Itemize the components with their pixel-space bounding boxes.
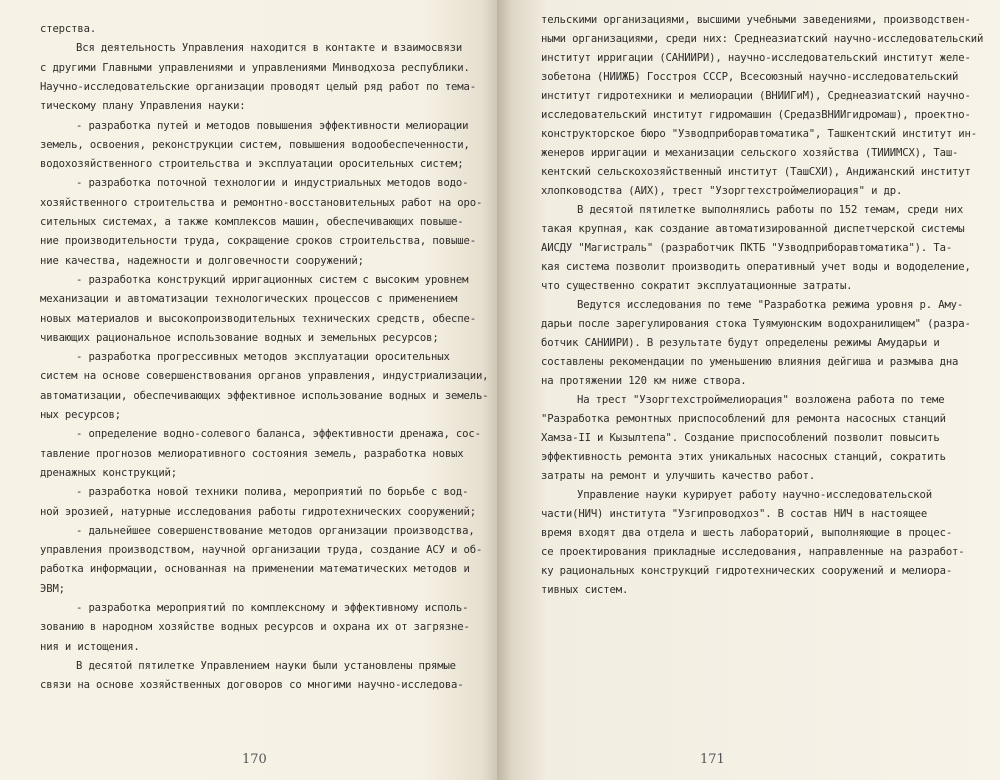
text-line: тическому плану Управления науки: — [40, 100, 246, 113]
text-line: - определение водно-солевого баланса, эффективности дренажа, сос- — [76, 428, 481, 441]
text-line: - разработка путей и методов повышения эффективности мелиорации — [76, 119, 469, 132]
text-line: конструкторское бюро "Узводприборавтоматика", Ташкентский институт ин- — [541, 128, 977, 140]
text-line: управления производством, научной организации труда, создание АСУ и об- — [40, 544, 483, 557]
text-line: систем на основе совершенствования органов управления, индустриализации, — [40, 370, 489, 383]
text-line: - разработка конструкций ирригационных систем с высоким уровнем — [76, 273, 469, 286]
text-line: зобетона (НИИЖБ) Госстроя СССР, Всесоюзный научно-исследовательский — [541, 71, 959, 83]
text-line: сительных системах, а также комплексов машин, обеспечивающих повыше- — [40, 216, 464, 228]
text-line: Научно-исследовательские организации проводят целый ряд работ по тема- — [40, 80, 476, 93]
text-line: Вся деятельность Управления находится в контакте и взаимосвязи — [76, 42, 463, 55]
text-line: исследовательский институт гидромашин (СредазВНИИгидромаш), проектно- — [541, 109, 971, 121]
text-line: составлены рекомендации по уменьшению влияния дейгиша и размыва дна — [541, 356, 959, 368]
right-page-number: 171 — [700, 752, 725, 767]
text-line: ку рациональных конструкций гидротехнических сооружений и мелиора- — [541, 565, 953, 577]
text-line: время входят два отдела и шесть лабораторий, выполняющие в процес- — [541, 527, 953, 539]
text-line: - разработка поточной технологии и индустриальных методов водо- — [76, 177, 469, 190]
text-line: Управление науки курирует работу научно-исследовательской — [577, 489, 932, 501]
text-line: ботчик САНИИРИ). В результате будут определены режимы Амударьи и — [541, 337, 940, 349]
text-line: женеров ирригации и механизации сельского хозяйства (ТИИИМСХ), Таш- — [541, 147, 959, 159]
text-line: водохозяйственного строительства и эксплуатации оросительных систем; — [40, 158, 464, 171]
text-line: ными организациями, среди них: Среднеазиатский научно-исследовательский — [541, 33, 984, 45]
text-line: хлопководства (АИХ), трест "Узоргтехстроймелиорация" и др. — [541, 185, 903, 197]
right-page — [497, 0, 1000, 780]
text-line: На трест "Узоргтехстроймелиорация" возложена работа по теме — [577, 394, 945, 406]
text-line: тельскими организациями, высшими учебными заведениями, производствен- — [541, 14, 971, 26]
text-line: чивающих рациональное использование водных и земельных ресурсов; — [40, 331, 439, 344]
text-line: - разработка мероприятий по комплексному и эффективному исполь- — [76, 602, 469, 614]
text-line: тавление прогнозов мелиоративного состояния земель, разработка новых — [40, 447, 464, 460]
text-line: кая система позволит производить оперативный учет воды и вододеление, — [541, 261, 971, 273]
text-line: с другими Главными управлениями и управлениями Минводхоза республики. — [40, 61, 470, 74]
text-line: институт ирригации (САНИИРИ), научно-исследовательский институт желе- — [541, 52, 971, 64]
text-line: - дальнейшее совершенствование методов организации производства, — [76, 524, 475, 537]
text-line: дренажных конструкций; — [40, 466, 178, 479]
text-line: дарьи после зарегулирования стока Туямуюнским водохранилищем" (разра- — [541, 318, 971, 330]
text-line: В десятой пятилетке Управлением науки были установлены прямые — [76, 659, 456, 672]
text-line: ных ресурсов; — [40, 409, 121, 421]
text-line: стерства. — [40, 23, 97, 35]
text-line: ЭВМ; — [40, 582, 65, 595]
text-line: ной эрозией, натурные исследования работы гидротехнических сооружений; — [40, 505, 476, 518]
text-line: ние качества, надежности и долговечности сооружений; — [40, 254, 364, 267]
text-line: хозяйственного строительства и ремонтно-восстановительных работ на оро- — [40, 196, 483, 209]
text-line: "Разработка ремонтных приспособлений для ремонта насосных станций — [541, 413, 946, 425]
text-line: ние производительности труда, сокращение сроков строительства, повыше- — [40, 235, 476, 248]
text-line: институт гидротехники и мелиорации (ВНИИГиМ), Среднеазиатский научно- — [541, 90, 971, 102]
text-line: автоматизации, обеспечивающих эффективное использование водных и земель- — [40, 389, 489, 402]
text-line: Хамза-II и Кызылтепа". Создание приспособлений позволит повысить — [541, 432, 940, 444]
text-line: что существенно сократит эксплуатационные затраты. — [541, 280, 853, 292]
text-line: АИСДУ "Магистраль" (разработчик ПКТБ "Узводприборавтоматика"). Та- — [541, 242, 953, 254]
text-line: эффективность ремонта этих уникальных насосных станций, сократить — [541, 451, 946, 463]
text-line: зованию в народном хозяйстве водных ресурсов и охрана их от загрязне- — [40, 621, 470, 634]
text-line: тивных систем. — [541, 584, 629, 596]
text-line: новых материалов и высокопроизводительных технических средств, обеспе- — [40, 312, 476, 325]
text-line: связи на основе хозяйственных договоров со многими научно-исследова- — [40, 679, 464, 692]
text-line: затраты на ремонт и улучшить качество работ. — [541, 470, 816, 482]
text-line: механизации и автоматизации технологических процессов с применением — [40, 293, 458, 306]
text-line: - разработка новой техники полива, мероприятий по борьбе с вод- — [76, 486, 469, 499]
text-line: - разработка прогрессивных методов эксплуатации оросительных — [76, 351, 450, 364]
text-line: В десятой пятилетке выполнялись работы по 152 темам, среди них — [577, 204, 964, 216]
text-line: такая крупная, как создание автоматизированной диспетчерской системы — [541, 223, 965, 235]
text-line: Ведутся исследования по теме "Разработка режима уровня р. Аму- — [577, 299, 964, 311]
text-line: на протяжении 120 км ниже створа. — [541, 375, 747, 387]
text-line: работка информации, основанная на применении математических методов и — [40, 563, 470, 576]
text-line: се проектирования прикладные исследования, направленные на разработ- — [541, 546, 965, 558]
text-line: части(НИЧ) института "Узгипроводхоз". В состав НИЧ в настоящее — [541, 508, 928, 520]
text-line: земель, освоения, реконструкции систем, повышения водообеспеченности, — [40, 138, 470, 151]
left-page — [0, 0, 497, 780]
text-line: кентский сельскохозяйственный институт (ТашСХИ), Андижанский институт — [541, 166, 971, 178]
left-page-number: 170 — [242, 752, 267, 767]
text-line: ния и истощения. — [40, 640, 140, 653]
